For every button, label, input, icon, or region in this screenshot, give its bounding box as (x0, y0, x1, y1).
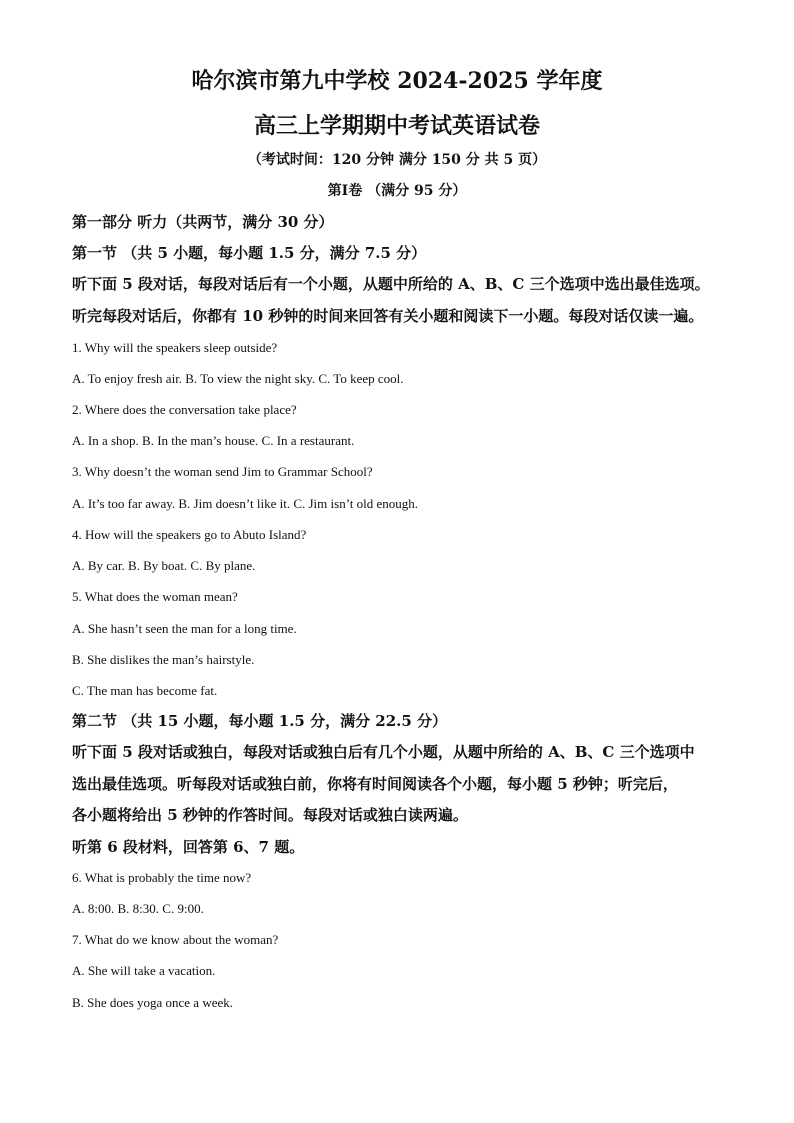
question-2: 2. Where does the conversation take place? (72, 402, 297, 417)
section2-instruction-2: 选出最佳选项。听每段对话或独白前，你将有时间阅读各个小题，每小题 5 秒钟；听完后， (72, 775, 678, 793)
volume-heading: 第Ⅰ卷 （满分 95 分） (327, 183, 467, 199)
exam-title-course: 高三上学期期中考试英语试卷 (253, 113, 540, 139)
question-6-options: A. 8:00. B. 8:30. C. 9:00. (72, 901, 204, 916)
question-5-option-a: A. She hasn’t seen the man for a long time. (72, 621, 297, 636)
section2-instruction-3: 各小题将给出 5 秒钟的作答时间。每段对话或独白读两遍。 (72, 806, 468, 824)
question-3: 3. Why doesn’t the woman send Jim to Grammar School? (72, 464, 373, 479)
question-5-option-c: C. The man has become fat. (72, 683, 218, 698)
section2-instruction-1: 听下面 5 段对话或独白，每段对话或独白后有几个小题，从题中所给的 A、B、C 三个选项中 (72, 743, 695, 761)
section1-instruction-1: 听下面 5 段对话，每段对话后有一个小题，从题中所给的 A、B、C 三个选项中选出最佳选项。 (72, 275, 710, 293)
question-6: 6. What is probably the time now? (72, 870, 252, 885)
question-4: 4. How will the speakers go to Abuto Island? (72, 527, 307, 542)
exam-title-school: 哈尔滨市第九中学校 2024-2025 学年度 (191, 68, 603, 94)
question-3-options: A. It’s too far away. B. Jim doesn’t like it. C. Jim isn’t old enough. (72, 496, 419, 511)
question-7-option-a: A. She will take a vacation. (72, 963, 216, 978)
exam-info: （考试时间：120 分钟 满分 150 分 共 5 页） (247, 152, 547, 168)
question-4-options: A. By car. B. By boat. C. By plane. (72, 558, 256, 573)
question-1: 1. Why will the speakers sleep outside? (72, 340, 278, 355)
section1-heading: 第一节 （共 5 小题，每小题 1.5 分，满分 7.5 分） (72, 244, 427, 262)
material-6-heading: 听第 6 段材料，回答第 6、7 题。 (72, 838, 305, 856)
question-5: 5. What does the woman mean? (72, 589, 238, 604)
part1-heading: 第一部分 听力（共两节，满分 30 分） (72, 213, 334, 231)
section2-heading: 第二节 （共 15 小题，每小题 1.5 分，满分 22.5 分） (72, 712, 448, 730)
question-1-options: A. To enjoy fresh air. B. To view the night sky. C. To keep cool. (72, 371, 404, 386)
question-7-option-b: B. She does yoga once a week. (72, 995, 234, 1010)
question-5-option-b: B. She dislikes the man’s hairstyle. (72, 652, 255, 667)
question-2-options: A. In a shop. B. In the man’s house. C. In a restaurant. (72, 433, 355, 448)
question-7: 7. What do we know about the woman? (72, 932, 279, 947)
section1-instruction-2: 听完每段对话后，你都有 10 秒钟的时间来回答有关小题和阅读下一小题。每段对话仅读一遍。 (72, 307, 704, 325)
